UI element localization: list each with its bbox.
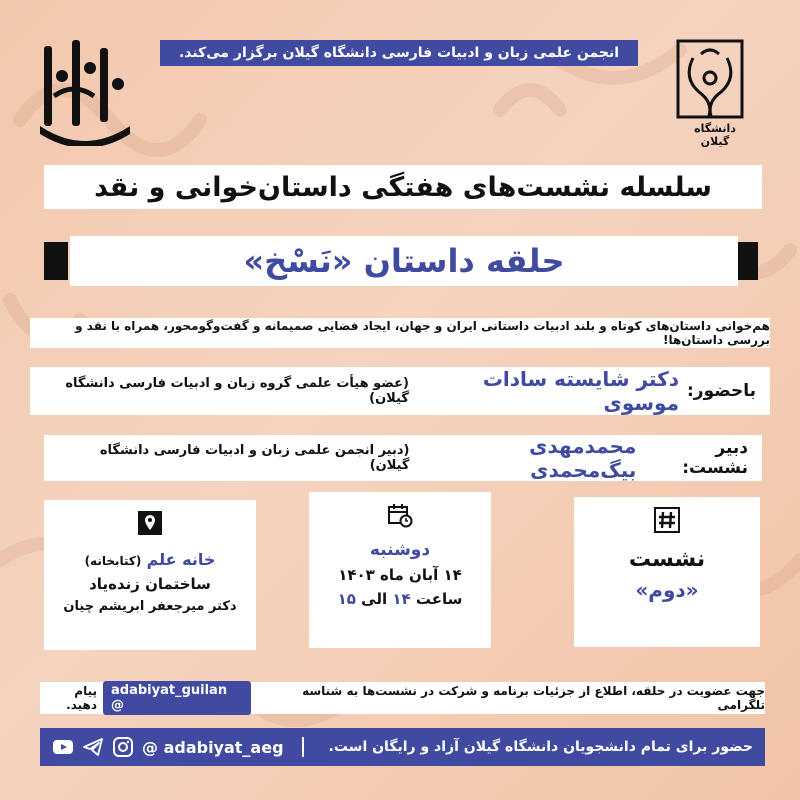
guest-label: باحضور: xyxy=(686,381,756,401)
time-card xyxy=(309,492,491,648)
description-box xyxy=(30,318,770,348)
secretary-box xyxy=(44,435,762,481)
place-name: خانه علم xyxy=(146,550,216,569)
footer-handle[interactable]: @ adabiyat_aeg xyxy=(142,737,284,757)
join-text-before: جهت عضویت در حلقه، اطلاع از جزئیات برنامه و شرکت در نشست‌ها به شناسه تلگرامی xyxy=(302,684,765,712)
hours-to: ۱۵ xyxy=(337,590,356,608)
series-title xyxy=(44,165,762,209)
event-day: دوشنبه xyxy=(369,540,431,560)
series-title-text: سلسله نشست‌های هفتگی داستان‌خوانی و نقد xyxy=(94,171,712,203)
circle-title xyxy=(70,236,738,286)
organizer-text: انجمن علمی زبان و ادبیات فارسی دانشگاه گیلان برگزار می‌کند. xyxy=(178,45,620,61)
footer-divider xyxy=(302,737,304,757)
guest-name: دکتر شایسته سادات موسوی xyxy=(482,367,679,415)
secretary-role: (دبیر انجمن علمی زبان و ادبیات فارسی دانشگاه گیلان) xyxy=(99,443,410,473)
telegram-icon[interactable] xyxy=(82,736,104,758)
hours-from: ۱۴ xyxy=(392,590,411,608)
session-label: نشست xyxy=(628,547,706,572)
university-logo-caption: دانشگاه گیلان xyxy=(694,122,736,148)
place-person: دکتر میرجعفر ابریشم چیان xyxy=(63,599,237,614)
join-text-after: پیام دهید. xyxy=(66,684,98,712)
join-info xyxy=(40,682,765,714)
place-card xyxy=(44,500,256,650)
event-date: ۱۴ آبان ماه ۱۴۰۳ xyxy=(338,566,462,584)
circle-title-text: حلقه داستان «نَسْخ» xyxy=(243,242,565,280)
organizer-banner xyxy=(160,40,638,66)
social-links xyxy=(52,736,314,758)
place-title xyxy=(85,550,216,569)
hours-prefix: ساعت xyxy=(415,590,463,608)
hours-mid: الی xyxy=(361,590,388,608)
session-number: «دوم» xyxy=(635,578,699,602)
telegram-handle[interactable]: adabiyat_guilan @ xyxy=(103,681,251,715)
secretary-name: محمدمهدی بیگ‌محمدی xyxy=(529,434,637,482)
calendar-clock-icon xyxy=(387,502,413,528)
footer-text: حضور برای تمام دانشجویان دانشگاه گیلان آزاد و رایگان است. xyxy=(328,739,753,755)
footer-bar xyxy=(40,728,765,766)
description-text: هم‌خوانی داستان‌های کوتاه و بلند ادبیات داستانی ایران و جهان، ایجاد فضایی صمیمانه و گفت‌وگومحور، همراه با نقد و بررسی داستان‌ها! xyxy=(75,319,770,347)
youtube-icon[interactable] xyxy=(52,736,74,758)
event-hours xyxy=(338,590,463,608)
secretary-label: دبیر نشست: xyxy=(682,438,748,478)
hash-icon xyxy=(654,507,680,533)
literature-association-logo xyxy=(32,36,137,146)
guest-box xyxy=(30,367,770,415)
guest-role: (عضو هیأت علمی گروه زبان و ادبیات فارسی دانشگاه گیلان) xyxy=(65,376,409,406)
place-note: (کتابخانه) xyxy=(84,554,142,568)
instagram-icon[interactable] xyxy=(112,736,134,758)
location-pin-icon xyxy=(137,510,163,536)
decor-square-left xyxy=(44,242,68,280)
session-card xyxy=(574,497,760,647)
place-building: ساختمان زنده‌یاد xyxy=(89,575,211,593)
